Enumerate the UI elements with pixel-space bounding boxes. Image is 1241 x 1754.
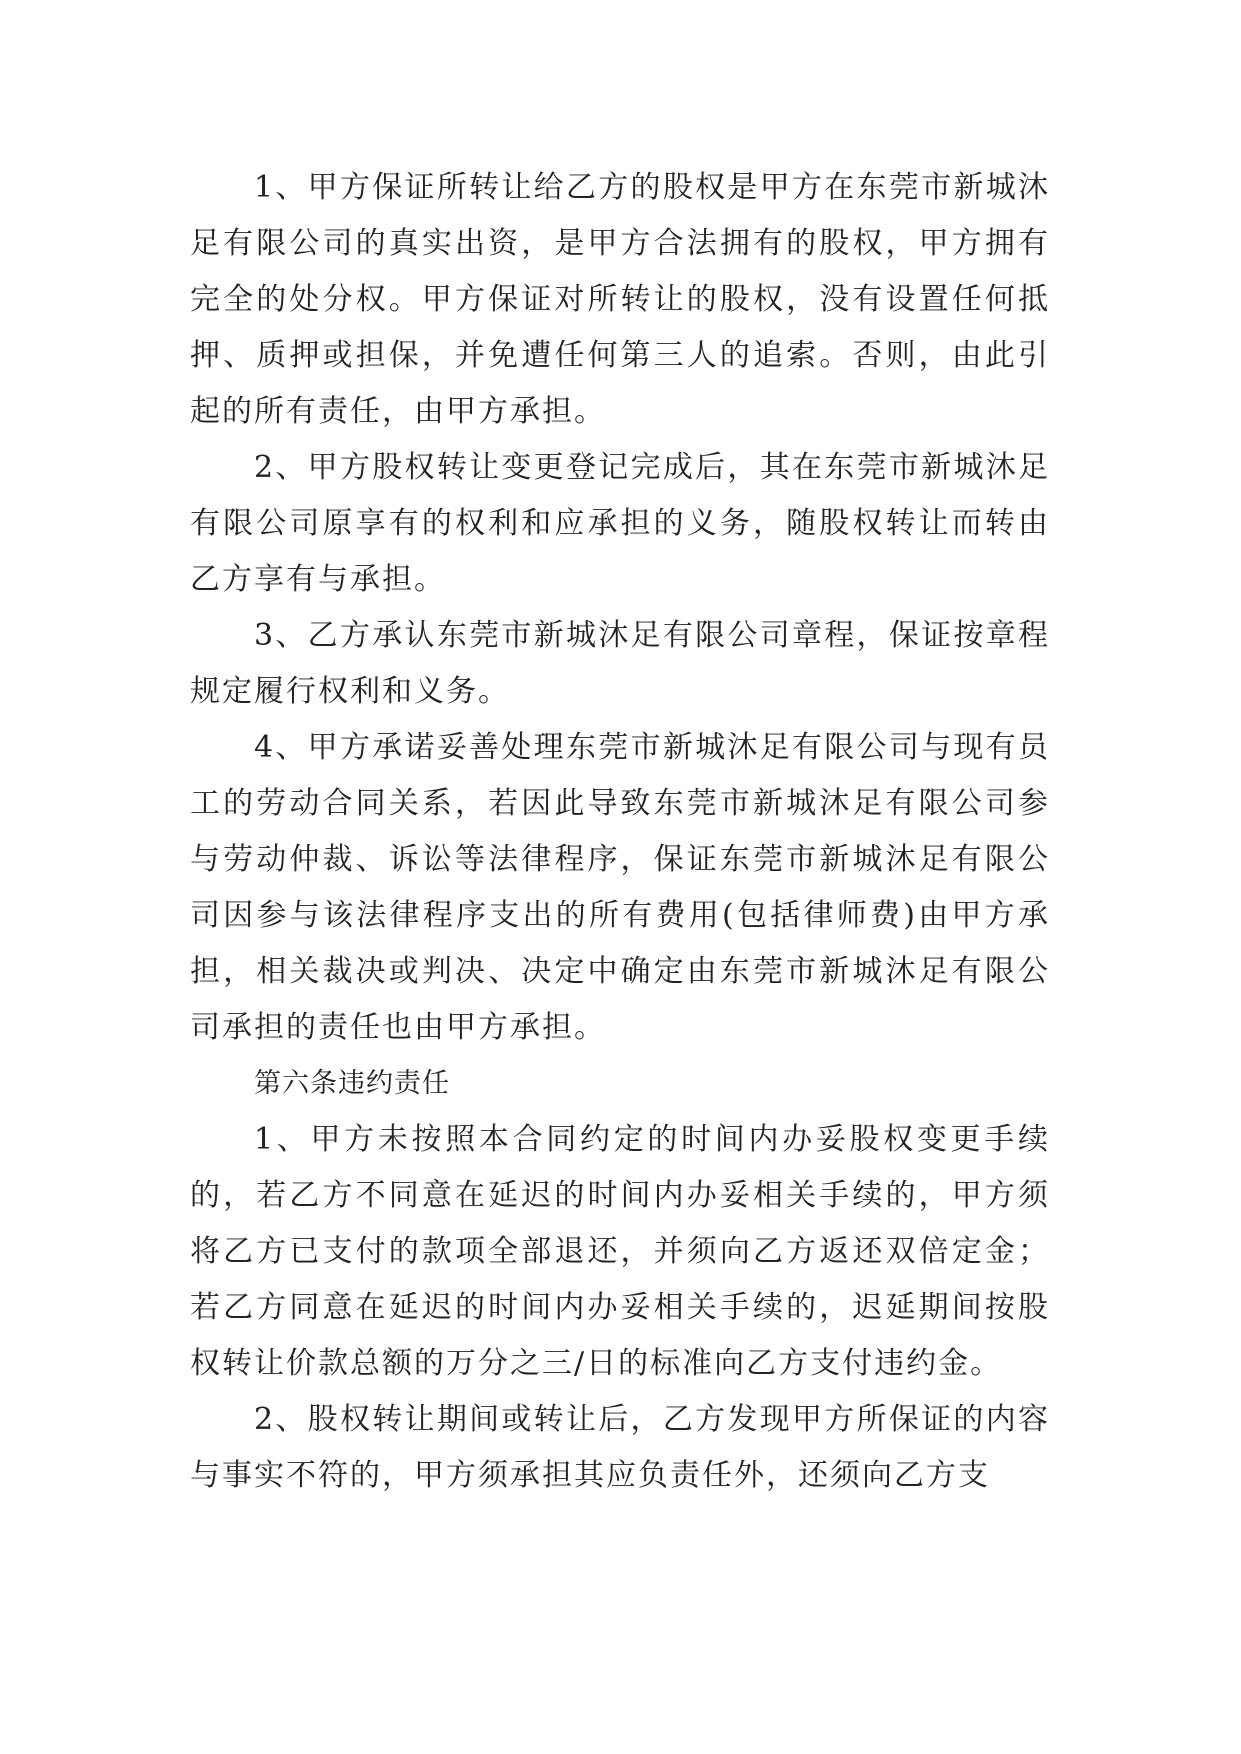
- paragraph-misrepresentation-liability: 2、股权转让期间或转让后，乙方发现甲方所保证的内容与事实不符的，甲方须承担其应负责任外，还须向乙方支: [190, 1402, 1050, 1493]
- paragraph-rights-transfer: 2、甲方股权转让变更登记完成后，其在东莞市新城沐足有限公司原享有的权利和应承担的义务，随股权转让而转由乙方享有与承担。: [190, 450, 1050, 597]
- paragraph-delay-liability: 1、甲方未按照本合同约定的时间内办妥股权变更手续的，若乙方不同意在延迟的时间内办妥相关手续的，甲方须将乙方已支付的款项全部退还，并须向乙方返还双倍定金；若乙方同意在延迟的时间内办妥相关手续的，迟延期间按股权转让价款总额的万分之三/日的标准向乙方支付违约金。: [190, 1122, 1050, 1381]
- paragraph-guarantee-ownership: 1、甲方保证所转让给乙方的股权是甲方在东莞市新城沐足有限公司的真实出资，是甲方合法拥有的股权，甲方拥有完全的处分权。甲方保证对所转让的股权，没有设置任何抵押、质押或担保，并免遭任何第三人的追索。否则，由此引起的所有责任，由甲方承担。: [190, 170, 1050, 429]
- paragraph-articles-acceptance: 3、乙方承认东莞市新城沐足有限公司章程，保证按章程规定履行权利和义务。: [190, 618, 1050, 709]
- section-heading-liability: 第六条违约责任: [254, 1068, 450, 1099]
- paragraph-labor-contracts: 4、甲方承诺妥善处理东莞市新城沐足有限公司与现有员工的劳动合同关系，若因此导致东莞市新城沐足有限公司参与劳动仲裁、诉讼等法律程序，保证东莞市新城沐足有限公司因参与该法律程序支出的所有费用(包括律师费)由甲方承担，相关裁决或判决、决定中确定由东莞市新城沐足有限公司承担的责任也由甲方承担。: [190, 730, 1050, 1045]
- document-body: [190, 160, 1050, 1504]
